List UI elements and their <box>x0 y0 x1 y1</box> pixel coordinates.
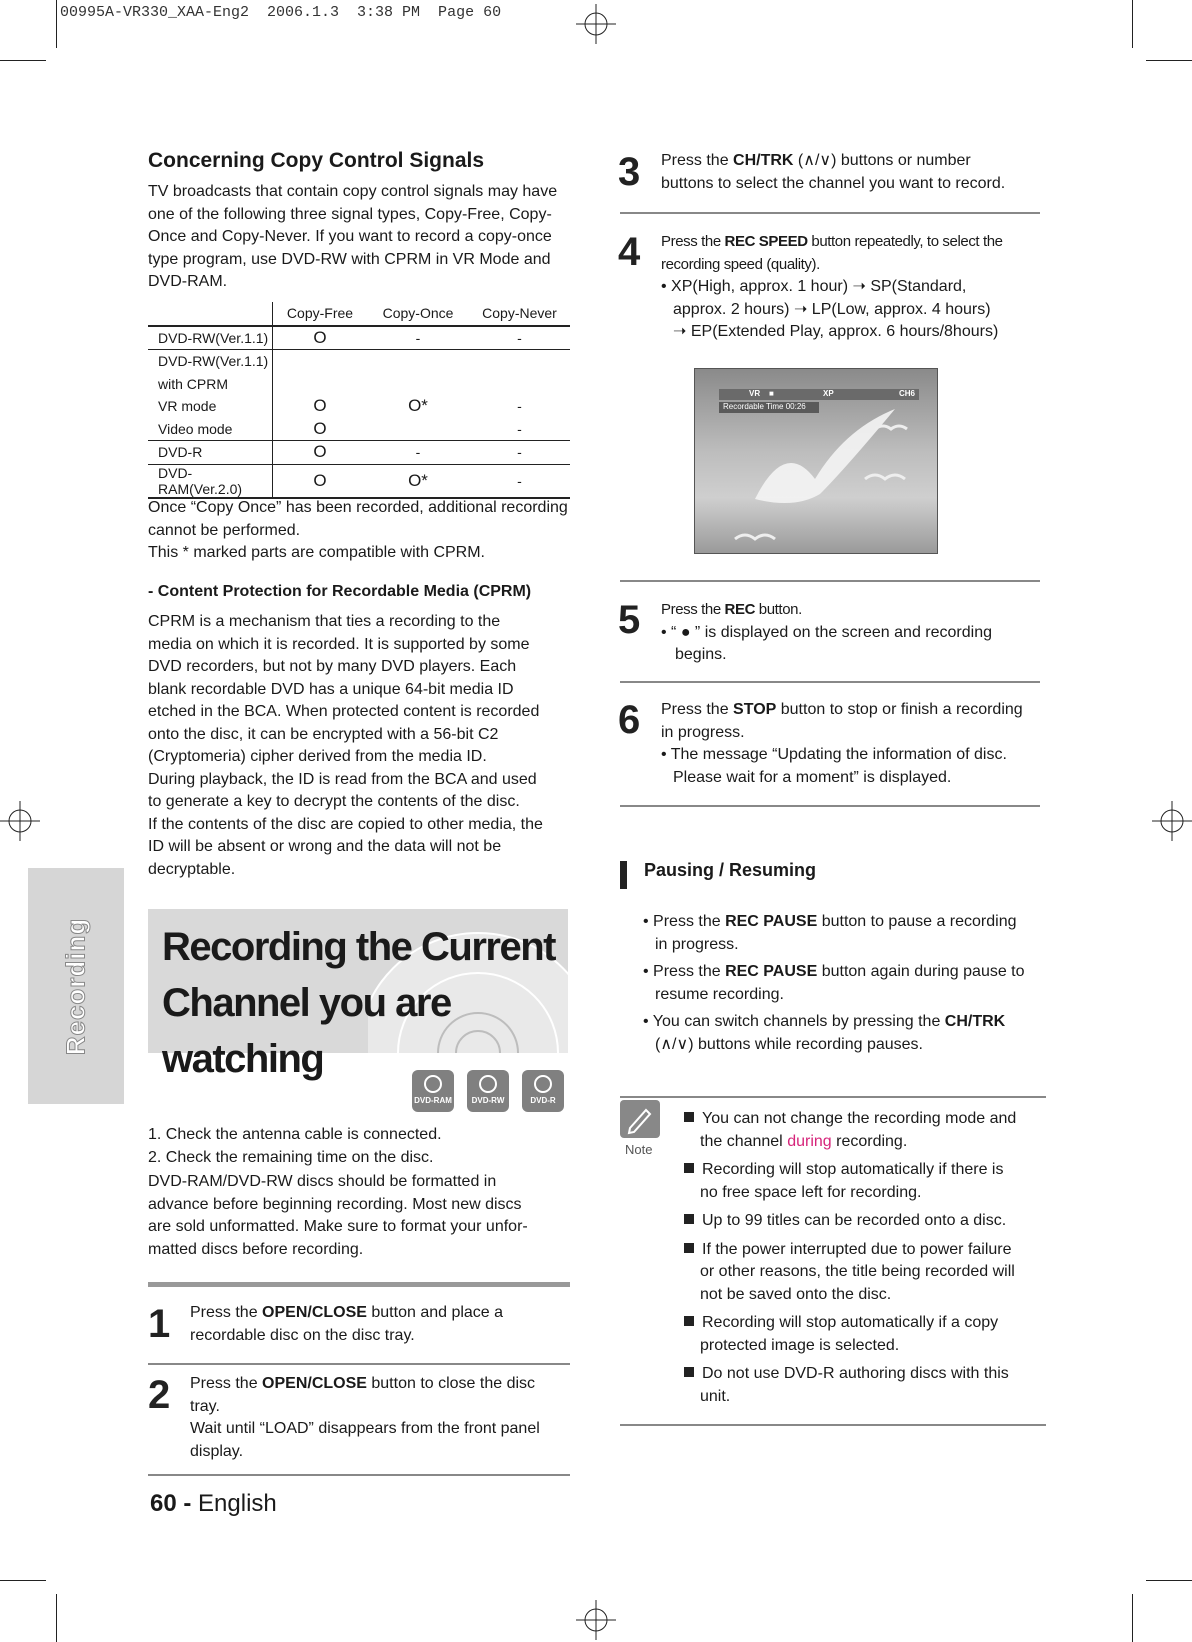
table-cell: DVD-R <box>158 444 203 461</box>
text-span: button repeatedly, to select the <box>807 233 1003 250</box>
step-number: 1 <box>148 1302 171 1346</box>
text-span: Press the <box>661 233 725 250</box>
step-number: 3 <box>618 150 641 194</box>
text-line: 2. Check the remaining time on the disc. <box>148 1148 434 1166</box>
step-1-text <box>190 1302 580 1347</box>
text-line: protected image is selected. <box>700 1336 900 1354</box>
square-bullet-icon <box>684 1243 694 1253</box>
print-header: 00995A-VR330_XAA-Eng2 2006.1.3 3:38 PM Page 60 <box>60 4 502 21</box>
table-cell: DVD-RW(Ver.1.1) <box>158 353 269 370</box>
square-bullet-icon <box>684 1367 694 1377</box>
crop-mark <box>1146 60 1192 61</box>
text-line: TV broadcasts that contain copy control signals may have <box>148 183 558 200</box>
text-line: no free space left for recording. <box>700 1183 922 1201</box>
text-span: (∧/∨) buttons or number <box>793 152 971 169</box>
copy-signal-table <box>148 302 570 499</box>
stop-icon: ■ <box>769 389 774 398</box>
table-cell <box>469 350 570 373</box>
disc-icon <box>534 1075 552 1093</box>
table-row <box>148 418 570 441</box>
text-line <box>190 1373 580 1396</box>
button-name: REC <box>724 601 756 618</box>
text-line: matted discs before recording. <box>148 1240 364 1258</box>
text-line <box>661 699 1051 722</box>
square-bullet-icon <box>684 1316 694 1326</box>
text-span: • Press the <box>643 963 726 980</box>
osd-mode: VR <box>749 389 761 398</box>
text-span: Do not use DVD-R authoring discs with this <box>702 1365 1009 1382</box>
text-line: CPRM is a mechanism that ties a recording to the <box>148 613 501 630</box>
disc-icon <box>479 1075 497 1093</box>
text-span: Recording will stop automatically if a copy <box>702 1314 999 1331</box>
table-row <box>148 395 570 418</box>
text-line: • “ ● ” is displayed on the screen and recording <box>661 623 992 641</box>
divider <box>620 805 1040 807</box>
square-bullet-icon <box>684 1112 694 1122</box>
text-line: This * marked parts are compatible with CPRM. <box>148 544 485 561</box>
table-header-row <box>148 302 570 326</box>
text-span: the channel <box>700 1132 788 1150</box>
button-name: OPEN/CLOSE <box>262 1375 367 1392</box>
step-6-text <box>661 699 1051 789</box>
table-cell: - <box>517 444 522 461</box>
divider <box>620 1096 1046 1098</box>
crop-mark <box>1132 0 1133 48</box>
text-line: approx. 2 hours) ➝ LP(Low, approx. 4 hours) <box>673 300 991 318</box>
table-cell: VR mode <box>158 398 217 415</box>
registration-mark-icon <box>576 1600 616 1640</box>
disc-icon <box>424 1075 442 1093</box>
text-line: begins. <box>675 646 727 663</box>
divider <box>620 580 1040 582</box>
text-line: onto the disc, it can be encrypted with a 56-bit C2 <box>148 725 499 743</box>
list-item <box>684 1363 1064 1386</box>
note-label: Note <box>625 1142 653 1157</box>
cprm-heading: - Content Protection for Recordable Media (CPRM) <box>148 583 532 600</box>
step-number: 4 <box>618 230 641 274</box>
list-item <box>684 1312 1064 1335</box>
text-line: or other reasons, the title being recorded will <box>700 1263 1015 1280</box>
registration-mark-icon <box>1152 801 1192 841</box>
button-name: STOP <box>733 701 777 718</box>
text-line <box>661 150 1051 173</box>
table-cell: Video mode <box>158 420 233 437</box>
text-span: Up to 99 titles can be recorded onto a disc. <box>702 1212 1007 1229</box>
title-line: Channel you are watching <box>162 981 451 1081</box>
text-line: blank recordable DVD has a unique 64-bit media ID <box>148 680 514 698</box>
table-cell: - <box>415 329 421 346</box>
table-cell: - <box>517 398 522 415</box>
pencil-icon <box>620 1100 660 1138</box>
table-cell <box>367 350 469 373</box>
table-row <box>148 326 570 350</box>
section-title <box>162 919 568 1087</box>
pre-recording-checks <box>148 1124 578 1261</box>
dvd-rw-badge <box>467 1070 509 1112</box>
text-span: Press the <box>661 601 725 618</box>
table-cell: O <box>273 395 368 418</box>
text-span: button. <box>755 601 802 618</box>
osd-channel: CH6 <box>898 389 915 398</box>
divider <box>148 1363 570 1365</box>
text-line: Please wait for a moment” is displayed. <box>673 768 952 786</box>
button-name: REC SPEED <box>724 233 808 250</box>
text-line <box>661 599 1051 622</box>
crop-mark <box>0 1580 46 1581</box>
highlight-text: during <box>787 1132 832 1150</box>
table-cell <box>273 373 368 396</box>
text-line: ➝ EP(Extended Play, approx. 6 hours/8hours) <box>673 323 999 340</box>
text-line: DVD-RAM. <box>148 273 228 290</box>
footer-language: English <box>198 1490 277 1517</box>
divider <box>620 212 1040 214</box>
table-cell: O <box>273 441 368 465</box>
table-cell: - <box>415 444 421 461</box>
copy-once-note <box>148 497 578 565</box>
text-line: DVD recorders, but not by many DVD players. Each <box>148 658 517 675</box>
text-line: (Cryptomeria) cipher derived from the media ID. <box>148 748 487 765</box>
page-number: 60 - <box>150 1490 192 1517</box>
text-span: button again during pause to <box>817 963 1025 980</box>
text-line: not be saved onto the disc. <box>700 1285 892 1303</box>
step-3-text <box>661 150 1051 195</box>
dvd-ram-badge <box>412 1070 454 1112</box>
text-line: type program, use DVD-RW with CPRM in VR Mode and <box>148 250 551 268</box>
text-span: button to stop or finish a recording <box>776 701 1023 718</box>
text-line <box>684 1131 1064 1154</box>
table-header: Copy-Once <box>382 305 454 322</box>
side-tab-label-wrap <box>28 868 124 1104</box>
text-line <box>643 1011 1043 1034</box>
text-line: Once and Copy-Never. If you want to record a copy-once <box>148 228 552 245</box>
text-span: You can not change the recording mode and <box>702 1110 1017 1127</box>
text-line: advance before beginning recording. Most new discs <box>148 1195 522 1213</box>
step-5-text <box>661 599 1051 667</box>
text-line <box>643 961 1043 984</box>
table-cell: O <box>273 418 368 441</box>
list-item <box>684 1210 1064 1233</box>
divider <box>620 1424 1046 1426</box>
text-line: Once “Copy Once” has been recorded, additional recording <box>148 499 568 516</box>
table-row <box>148 464 570 498</box>
text-line <box>643 911 1043 934</box>
text-line: cannot be performed. <box>148 521 301 539</box>
table-header <box>148 302 273 326</box>
table-cell <box>367 418 469 441</box>
text-span: If the power interrupted due to power failure <box>702 1240 1012 1258</box>
heading-marker <box>620 861 627 889</box>
note-list <box>684 1108 1064 1408</box>
section-title-banner <box>148 909 568 1081</box>
title-line: Recording the Current <box>162 925 555 969</box>
button-name: REC PAUSE <box>725 913 818 930</box>
text-line: in progress. <box>655 935 739 953</box>
table-header: Copy-Never <box>482 305 557 322</box>
osd-remaining-label: Recordable Time 00:26 <box>723 402 806 411</box>
text-line: in progress. <box>661 723 745 741</box>
square-bullet-icon <box>684 1214 694 1224</box>
divider <box>148 1474 570 1476</box>
table-cell <box>273 350 368 373</box>
crop-mark <box>0 60 46 61</box>
text-span: Press the <box>190 1304 263 1321</box>
text-line: decryptable. <box>148 860 236 878</box>
button-name: OPEN/CLOSE <box>262 1304 367 1321</box>
table-cell: O <box>273 326 368 350</box>
text-line: unit. <box>700 1387 731 1405</box>
table-cell: O* <box>408 396 428 416</box>
page-footer <box>150 1490 277 1518</box>
text-span: recording. <box>831 1132 908 1150</box>
step-number: 6 <box>618 698 641 742</box>
text-line: buttons to select the channel you want to record. <box>661 174 1006 192</box>
table-cell: O* <box>408 470 428 490</box>
text-line: • The message “Updating the information of disc. <box>661 746 1007 763</box>
osd-speed: XP <box>823 389 834 398</box>
table-cell: with CPRM <box>158 375 229 392</box>
text-span: • You can switch channels by pressing the <box>643 1013 945 1030</box>
table-row <box>148 441 570 465</box>
text-line: Wait until “LOAD” disappears from the front panel <box>190 1420 540 1437</box>
table-cell: DVD-RW(Ver.1.1) <box>158 329 269 346</box>
text-span: button to pause a recording <box>817 913 1017 930</box>
table-cell: - <box>517 472 522 489</box>
text-line: to generate a key to decrypt the contents of the disc. <box>148 793 520 810</box>
text-span: Press the <box>661 701 734 718</box>
registration-mark-icon <box>0 801 40 841</box>
text-line: recording speed (quality). <box>661 255 820 273</box>
recording-screen-preview <box>694 368 938 554</box>
table-row <box>148 350 570 373</box>
table-cell <box>367 373 469 396</box>
table-header: Copy-Free <box>273 302 368 326</box>
copy-control-intro <box>148 181 568 294</box>
text-span: Recording will stop automatically if there is <box>702 1161 1004 1178</box>
table-cell: DVD-RAM(Ver.2.0) <box>158 464 243 497</box>
text-line: (∧/∨) buttons while recording pauses. <box>655 1035 923 1053</box>
cprm-text <box>148 611 578 881</box>
note-icon <box>620 1100 660 1138</box>
text-line: media on which it is recorded. It is supported by some <box>148 635 530 653</box>
text-line: etched in the BCA. When protected content is recorded <box>148 703 540 720</box>
text-span: Press the <box>661 152 734 169</box>
text-line: display. <box>190 1442 244 1460</box>
list-item <box>684 1239 1064 1262</box>
text-line: DVD-RAM/DVD-RW discs should be formatted in <box>148 1173 497 1190</box>
step-number: 2 <box>148 1373 171 1417</box>
pausing-heading: Pausing / Resuming <box>644 860 817 880</box>
list-item <box>684 1159 1064 1182</box>
text-line: resume recording. <box>655 985 784 1003</box>
text-span: Press the <box>190 1375 263 1392</box>
table-cell: - <box>517 329 522 346</box>
text-line: tray. <box>190 1397 220 1415</box>
badge-label: DVD-RW <box>471 1096 505 1105</box>
side-tab-label: Recording <box>60 917 91 1055</box>
text-line: are sold unformatted. Make sure to format your unfor- <box>148 1218 528 1235</box>
table-cell: O <box>273 464 368 498</box>
text-line: 1. Check the antenna cable is connected. <box>148 1126 442 1143</box>
crop-mark <box>1146 1580 1192 1581</box>
text-span: button to close the disc <box>366 1375 536 1392</box>
text-line <box>661 231 1051 254</box>
step-2-text <box>190 1373 580 1463</box>
button-name: CH/TRK <box>733 152 794 169</box>
text-line: recordable disc on the disc tray. <box>190 1326 415 1344</box>
divider <box>148 1282 570 1287</box>
square-bullet-icon <box>684 1163 694 1173</box>
step-4-text <box>661 231 1051 344</box>
table-cell: - <box>517 420 522 437</box>
text-line: one of the following three signal types, Copy-Free, Copy- <box>148 205 552 223</box>
divider <box>620 681 1040 683</box>
text-line: • XP(High, approx. 1 hour) ➝ SP(Standard, <box>661 278 967 295</box>
badge-label: DVD-R <box>530 1096 556 1105</box>
dvd-r-badge <box>522 1070 564 1112</box>
registration-mark-icon <box>576 4 616 44</box>
osd-status-bar <box>719 389 919 400</box>
button-name: CH/TRK <box>944 1013 1006 1030</box>
text-span: button and place a <box>366 1304 504 1321</box>
osd-remaining-time <box>719 402 819 413</box>
text-line <box>190 1302 580 1325</box>
table-cell <box>469 373 570 396</box>
step-number: 5 <box>618 598 641 642</box>
copy-control-heading: Concerning Copy Control Signals <box>148 149 485 172</box>
text-line: During playback, the ID is read from the BCA and used <box>148 770 537 788</box>
button-name: REC PAUSE <box>725 963 818 980</box>
crop-mark <box>56 1594 57 1642</box>
text-line: ID will be absent or wrong and the data will not be <box>148 838 502 855</box>
text-span: • Press the <box>643 913 726 930</box>
badge-label: DVD-RAM <box>414 1096 452 1105</box>
text-line: If the contents of the disc are copied to other media, the <box>148 815 543 833</box>
crop-mark <box>56 0 57 48</box>
crop-mark <box>1132 1594 1133 1642</box>
list-item <box>684 1108 1064 1131</box>
table-row <box>148 373 570 396</box>
pausing-bullets <box>643 911 1043 1056</box>
